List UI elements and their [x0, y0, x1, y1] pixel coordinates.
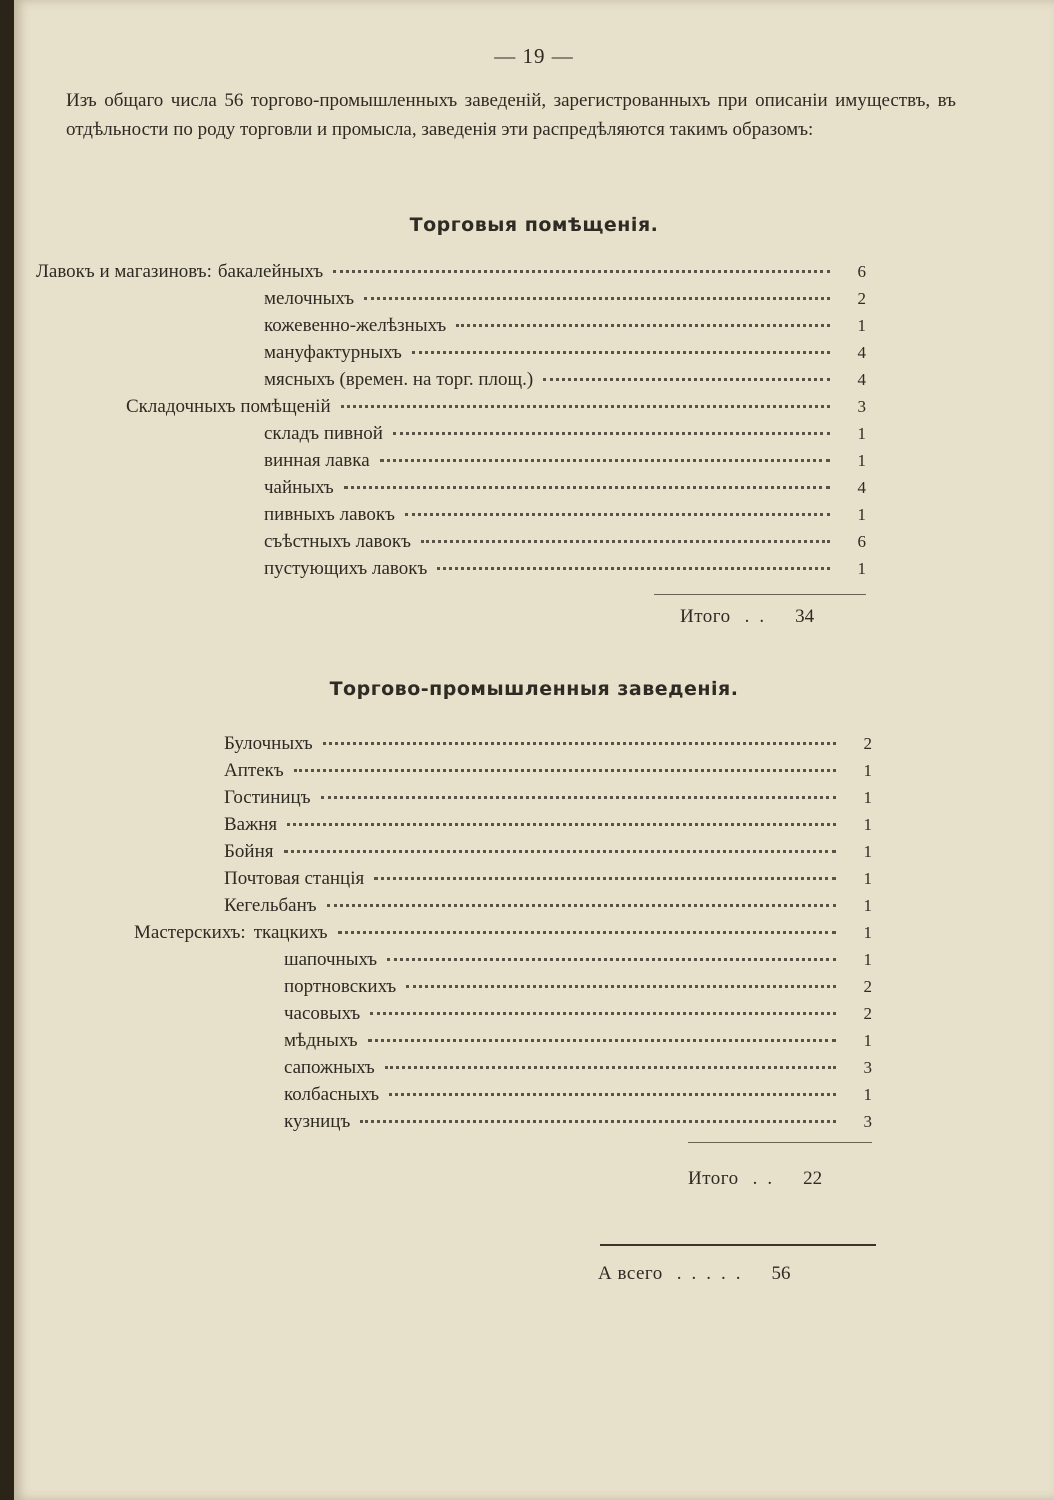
dot-leader: [380, 458, 830, 462]
dot-leader: [412, 350, 830, 354]
row-label: винная лавка: [264, 450, 370, 471]
row-value: 6: [857, 262, 866, 281]
row-label: шапочныхъ: [284, 949, 378, 970]
section-heading-trade-industrial: Торгово-промышленныя заведенія.: [329, 678, 739, 700]
dot-leader: [374, 876, 836, 880]
dot-leader: [294, 768, 836, 772]
dot-leader: [284, 849, 837, 853]
row-value: 1: [857, 505, 866, 524]
row-group-label: Лавокъ и магазиновъ:: [36, 261, 212, 282]
row-value: 1: [863, 788, 872, 807]
list-item: [126, 393, 866, 420]
row-value: 4: [857, 343, 866, 362]
dot-leader: [543, 377, 830, 381]
list-item: [284, 1054, 872, 1081]
list-item: [264, 501, 866, 528]
row-value: 4: [857, 478, 866, 497]
row-label: сапожныхъ: [284, 1057, 375, 1078]
dot-leader: [364, 296, 830, 300]
row-value: 1: [863, 869, 872, 888]
grand-total-value: 56: [771, 1263, 791, 1284]
row-label: пустующихъ лавокъ: [264, 558, 428, 579]
grand-total-rule: [600, 1244, 876, 1246]
list-item: [264, 312, 866, 339]
row-label: мануфактурныхъ: [264, 342, 402, 363]
list-item: [264, 447, 866, 474]
row-value: 1: [857, 424, 866, 443]
dot-leader: [338, 930, 836, 934]
row-value: 2: [857, 289, 866, 308]
row-label: Важня: [224, 814, 278, 835]
page-number: — 19 —: [494, 44, 574, 68]
row-value: 2: [863, 1004, 872, 1023]
row-label: Кегельбанъ: [224, 895, 317, 916]
dot-leader: [341, 404, 830, 408]
row-label: часовыхъ: [284, 1003, 361, 1024]
dot-leader: [393, 431, 830, 435]
dot-leader: [370, 1011, 836, 1015]
row-label: мясныхъ (времен. на торг. площ.): [264, 369, 534, 390]
dot-leader: [406, 984, 836, 988]
row-value: 1: [863, 1085, 872, 1104]
list-item: [224, 730, 872, 757]
list-item: [284, 1000, 872, 1027]
row-label: пивныхъ лавокъ: [264, 504, 395, 525]
list-item: [284, 946, 872, 973]
list-item: [264, 555, 866, 582]
row-value: 3: [857, 397, 866, 416]
subtotal-label: Итого: [680, 606, 731, 627]
row-label: портновскихъ: [284, 976, 397, 997]
row-label: Булочныхъ: [224, 733, 313, 754]
grand-total-label: А всего: [598, 1263, 663, 1284]
subtotal-value: 34: [795, 606, 815, 627]
row-value: 1: [863, 950, 872, 969]
list-item: [284, 1081, 872, 1108]
row-value: 1: [857, 559, 866, 578]
row-label: мѣдныхъ: [284, 1030, 358, 1051]
row-label: бакалейныхъ: [217, 261, 324, 282]
row-label: складъ пивной: [264, 423, 383, 444]
list-item: [224, 757, 872, 784]
row-value: 1: [863, 923, 872, 942]
row-value: 1: [863, 842, 872, 861]
row-label: чайныхъ: [264, 477, 334, 498]
row-value: 3: [863, 1112, 872, 1131]
list-item: [264, 339, 866, 366]
dot-leader: [333, 269, 830, 273]
subtotal-trade-premises: [680, 606, 814, 628]
subtotal-value: 22: [803, 1168, 823, 1189]
row-label: Гостиницъ: [224, 787, 311, 808]
list-item: [224, 838, 872, 865]
row-value: 1: [863, 761, 872, 780]
row-label: ткацкихъ: [253, 922, 328, 943]
list-item: [264, 474, 866, 501]
row-group-label: Мастерскихъ:: [134, 922, 246, 943]
dot-leader: [321, 795, 836, 799]
dot-leader: [421, 539, 830, 543]
dot-leader: [344, 485, 830, 489]
dot-leader: [327, 903, 836, 907]
list-item: [264, 285, 866, 312]
dot-leader: [405, 512, 830, 516]
list-item: [284, 1027, 872, 1054]
list-item: [224, 811, 872, 838]
list-item: [224, 784, 872, 811]
grand-total: [598, 1263, 791, 1285]
row-value: 1: [863, 815, 872, 834]
dot-leader: [287, 822, 836, 826]
dot-leader: [385, 1065, 836, 1069]
dot-leader: [360, 1119, 836, 1123]
list-item: [264, 366, 866, 393]
dot-leader: [323, 741, 836, 745]
grand-total-dots: .....: [676, 1263, 751, 1284]
list-item: [224, 892, 872, 919]
row-label: Аптекъ: [224, 760, 284, 781]
dot-leader: [456, 323, 830, 327]
row-value: 4: [857, 370, 866, 389]
row-label: кожевенно-желѣзныхъ: [264, 315, 447, 336]
dot-leader: [389, 1092, 836, 1096]
row-value: 2: [863, 977, 872, 996]
row-label: кузницъ: [284, 1111, 351, 1132]
subtotal-dots: ..: [744, 606, 775, 627]
document-page: [14, 0, 1054, 1500]
subtotal-trade-industrial: [688, 1168, 822, 1190]
row-value: 1: [857, 316, 866, 335]
row-value: 1: [863, 896, 872, 915]
row-value: 3: [863, 1058, 872, 1077]
row-label: мелочныхъ: [264, 288, 355, 309]
list-item: [284, 973, 872, 1000]
row-value: 1: [863, 1031, 872, 1050]
row-label: съѣстныхъ лавокъ: [264, 531, 411, 552]
subtotal-label: Итого: [688, 1168, 739, 1189]
subtotal-dots: ..: [752, 1168, 783, 1189]
row-value: 2: [863, 734, 872, 753]
row-label: Почтовая станція: [224, 868, 365, 889]
dot-leader: [437, 566, 830, 570]
subtotal-rule: [688, 1142, 872, 1143]
list-item: [224, 865, 872, 892]
row-value: 1: [857, 451, 866, 470]
row-value: 6: [857, 532, 866, 551]
list-item: [264, 420, 866, 447]
row-label: колбасныхъ: [284, 1084, 380, 1105]
dot-leader: [387, 957, 836, 961]
subtotal-rule: [654, 594, 866, 595]
row-label: Бойня: [224, 841, 274, 862]
dot-leader: [368, 1038, 836, 1042]
list-item: [284, 1108, 872, 1135]
list-item: [36, 258, 866, 285]
list-item: [264, 528, 866, 555]
row-group-label: Складочныхъ помѣщеній: [126, 396, 331, 417]
list-item: [134, 919, 872, 946]
section-heading-trade-premises: Торговыя помѣщенія.: [409, 214, 659, 236]
intro-paragraph: Изъ общаго числа 56 торгово-промышленныхъ заведеній, зарегистрованныхъ при описаніи имуществъ, въ отдѣльности по роду торговли и промысла, заведенія эти распредѣляются такимъ образомъ:: [66, 90, 956, 140]
